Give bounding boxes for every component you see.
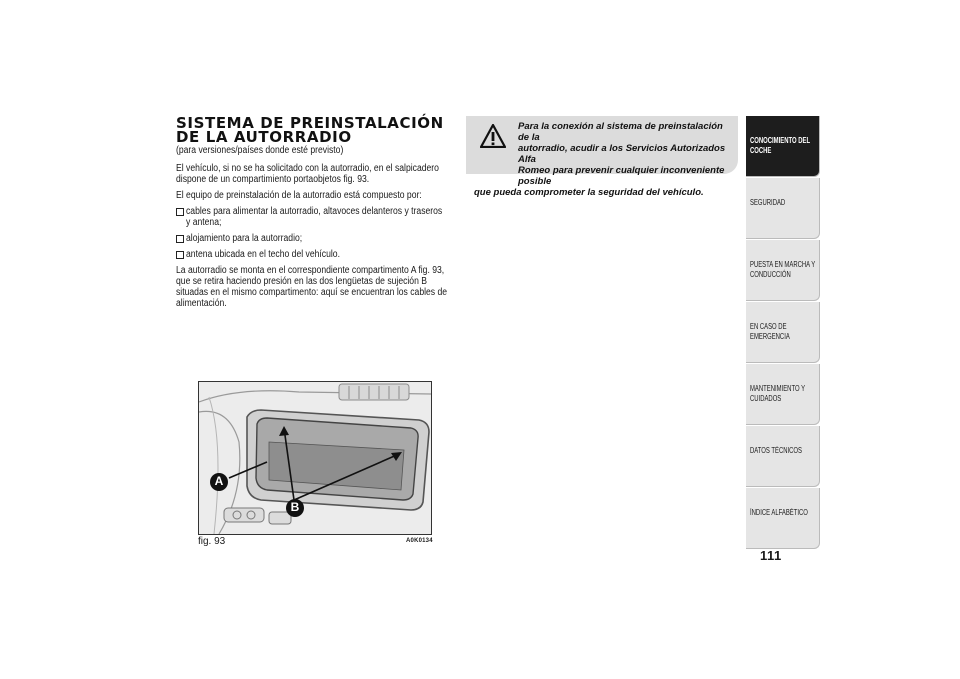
paragraph-equipment: El equipo de preinstalación de la autorradio está compuesto por: <box>176 190 422 201</box>
callout-b-label: B <box>290 500 300 514</box>
checkbox-bullet-icon <box>176 208 184 216</box>
tab-conocimiento-del-coche[interactable]: CONOCIMIENTO DEL COCHE <box>746 116 820 177</box>
callout-a-label: A <box>214 474 224 488</box>
page-number: 111 <box>760 548 782 563</box>
section-title-line1: SISTEMA DE PREINSTALACIÓN <box>176 114 444 132</box>
section-title-line2: DE LA AUTORRADIO <box>176 128 352 146</box>
figure-caption: fig. 93 <box>198 536 226 547</box>
paragraph-install: La autorradio se monta en el correspondiente compartimento A fig. 93, que se retira haciendo presión en las dos lengüetas de sujeción B situadas en el mismo compartimento: aquí se encuentran los cables de alimentación. <box>176 265 448 309</box>
checkbox-bullet-icon <box>176 235 184 243</box>
warning-text: Para la conexión al sistema de preinstalación de la autorradio, acudir a los Servicios Autorizados Alfa Romeo para prevenir cualquier inconveniente posible que pueda comprometer la seguridad del vehículo. <box>474 121 726 198</box>
list-item: antena ubicada en el techo del vehículo. <box>176 249 448 260</box>
list-item: cables para alimentar la autorradio, altavoces delanteros y traseros y antena; <box>176 206 448 228</box>
chapter-tabs <box>746 116 820 550</box>
tab-en-caso-de-emergencia[interactable]: EN CASO DE EMERGENCIA <box>746 302 820 363</box>
figure-code: A0K0134 <box>406 538 433 544</box>
section-subtitle: (para versiones/países donde esté previsto) <box>176 145 344 156</box>
list-item: alojamiento para la autorradio; <box>176 233 448 244</box>
tab-datos-tecnicos[interactable]: DATOS TÉCNICOS <box>746 426 820 487</box>
tab-puesta-en-marcha[interactable]: PUESTA EN MARCHA Y CONDUCCIÓN <box>746 240 820 301</box>
figure-93-illustration <box>198 381 432 535</box>
section-title <box>176 116 448 144</box>
tab-mantenimiento[interactable]: MANTENIMIENTO Y CUIDADOS <box>746 364 820 425</box>
warning-box <box>466 116 738 198</box>
paragraph-intro: El vehículo, si no se ha solicitado con la autorradio, en el salpicadero dispone de un compartimiento portaobjetos fig. 93. <box>176 163 439 185</box>
checkbox-bullet-icon <box>176 251 184 259</box>
tab-indice-alfabetico[interactable]: ÍNDICE ALFABÉTICO <box>746 488 820 549</box>
radio-compartment-illustration <box>199 382 431 534</box>
tab-seguridad[interactable]: SEGURIDAD <box>746 178 820 239</box>
main-text-column <box>176 116 448 314</box>
